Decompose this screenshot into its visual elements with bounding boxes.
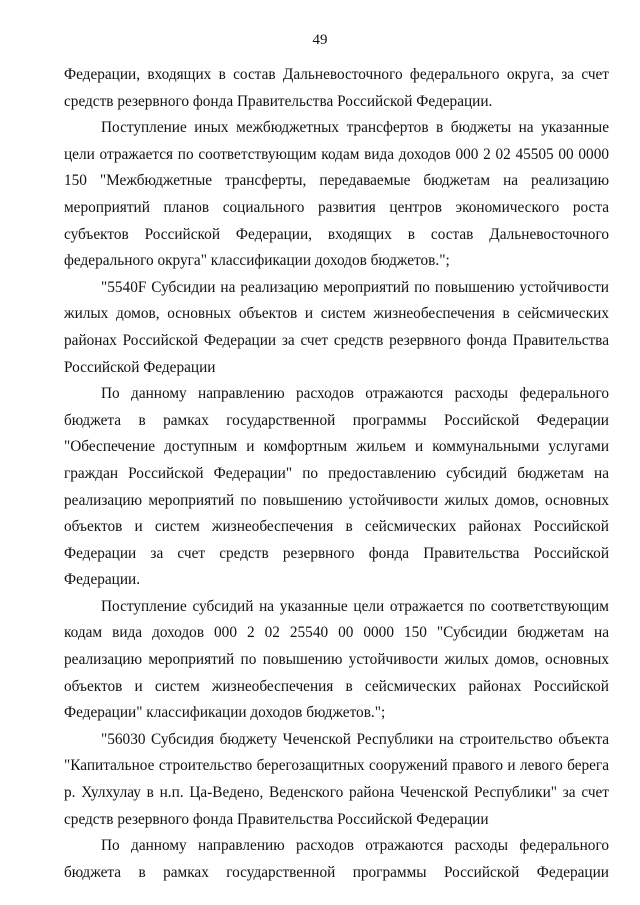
paragraph-continuation: Федерации, входящих в состав Дальневосточного федерального округа, за счет средств резервного фонда Правительства Российской Федерации. (64, 66, 609, 110)
paragraph-56030-heading: "56030 Субсидия бюджету Чеченской Республики на строительство объекта "Капитальное строительство берегозащитных сооружений правого и левого берега р. Хулхулау в н.п. Ца-Ведено, Веденского района Чеченской Республики" за счет средств резервного фонда Правительства Российской Федерации (64, 730, 609, 828)
paragraph-5540f-heading: "5540F Субсидии на реализацию мероприятий по повышению устойчивости жилых домов, основных объектов и систем жизнеобеспечения в сейсмических районах Российской Федерации за счет средств резервного фонда Правительства Российской Федерации (64, 278, 609, 376)
paragraph-5540f-income: Поступление субсидий на указанные цели отражается по соответствующим кодам вида доходов 000 2 02 25540 00 0000 150 "Субсидии бюджетам на реализацию мероприятий по повышению устойчивости жилых домов, основных объектов и систем жизнеобеспечения в сейсмических районах Российской Федерации" классификации доходов бюджетов."; (64, 597, 609, 722)
page-number: 49 (312, 32, 328, 48)
paragraph-56030-expenses: По данному направлению расходов отражаются расходы федерального бюджета в рамках государственной программы Российской Федерации (64, 837, 609, 881)
paragraph-5540f-expenses: По данному направлению расходов отражаются расходы федерального бюджета в рамках государственной программы Российской Федерации "Обеспечение доступным и комфортным жильем и коммунальными услугами граждан Российской Федерации" по предоставлению субсидий бюджетам на реализацию мероприятий по повышению устойчивости жилых домов, основных объектов и систем жизнеобеспечения в сейсмических районах Российской Федерации за счет средств резервного фонда Правительства Российской Федерации. (64, 385, 609, 589)
document-body (64, 62, 609, 886)
paragraph-transfers-income: Поступление иных межбюджетных трансфертов в бюджеты на указанные цели отражается по соответствующим кодам вида доходов 000 2 02 45505 00 0000 150 "Межбюджетные трансферты, передаваемые бюджетам на реализацию мероприятий планов социального развития центров экономического роста субъектов Российской Федерации, входящих в состав Дальневосточного федерального округа" классификации доходов бюджетов."; (64, 119, 609, 270)
